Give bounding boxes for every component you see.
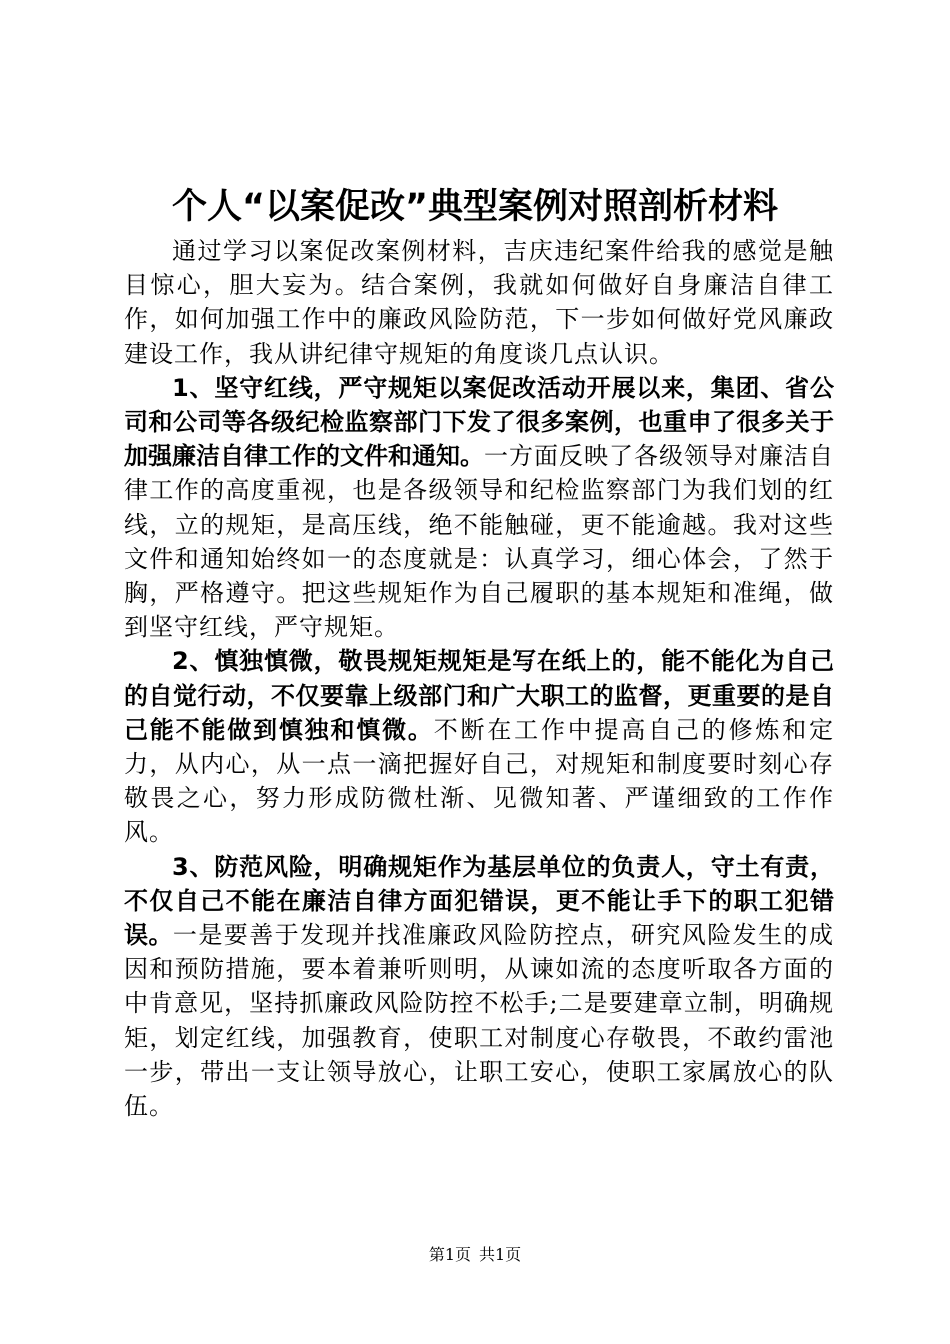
paragraph-lead: 2、慎独慎微，敬畏规矩规矩是写在纸上的，能不能化为自己的自觉行动，不仅要靠上级部门和广大职工的监督，更重要的是自己能不能做到慎独和慎微。 [124,647,834,744]
paragraph-point-3 [124,850,834,1124]
paragraph-point-2 [124,644,834,849]
document-body [124,234,834,1123]
paragraph-text: 通过学习以案促改案例材料，吉庆违纪案件给我的感觉是触目惊心，胆大妄为。结合案例，我就如何做好自身廉洁自律工作，如何加强工作中的廉政风险防范，下一步如何做好党风廉政建设工作，我从讲纪律守规矩的角度谈几点认识。 [124,237,834,368]
page-footer [0,1244,950,1266]
page-number: 第1页 [428,1245,471,1264]
paragraph-point-1 [124,371,834,645]
paragraph-lead: 1、坚守红线，严守规矩以案促改活动开展以来，集团、省公司和公司等各级纪检监察部门下发了很多案例，也重申了很多关于加强廉洁自律工作的文件和通知。 [124,373,834,471]
paragraph-text: 不断在工作中提高自己的修炼和定力，从内心，从一点一滴把握好自己，对规矩和制度要时刻心存敬畏之心，努力形成防微杜渐、见微知著、严谨细致的工作作风。 [124,715,835,847]
paragraph-lead: 3、防范风险，明确规矩作为基层单位的负责人，守土有责，不仅自己不能在廉洁自律方面犯错误，更不能让手下的职工犯错误。 [124,852,834,950]
paragraph-text: 一是要善于发现并找准廉政风险防控点，研究风险发生的成因和预防措施，要本着兼听则明，从谏如流的态度听取各方面的中肯意见，坚持抓廉政风险防控不松手;二是要建章立制，明确规矩，划定红线，加强教育，使职工对制度心存敬畏，不敢约雷池一步，带出一支让领导放心，让职工安心，使职工家属放心的队伍。 [124,921,834,1121]
paragraph-text: 一方面反映了各级领导对廉洁自律工作的高度重视，也是各级领导和纪检监察部门为我们划的红线，立的规矩，是高压线，绝不能触碰，更不能逾越。我对这些文件和通知始终如一的态度就是：认真学习，细心体会，了然于胸，严格遵守。把这些规矩作为自己履职的基本规矩和准绳，做到坚守红线，严守规矩。 [124,442,834,642]
document-title: 个人“以案促改”典型案例对照剖析材料 [171,187,778,227]
page-total: 共1页 [479,1245,522,1264]
paragraph-intro [124,234,834,371]
